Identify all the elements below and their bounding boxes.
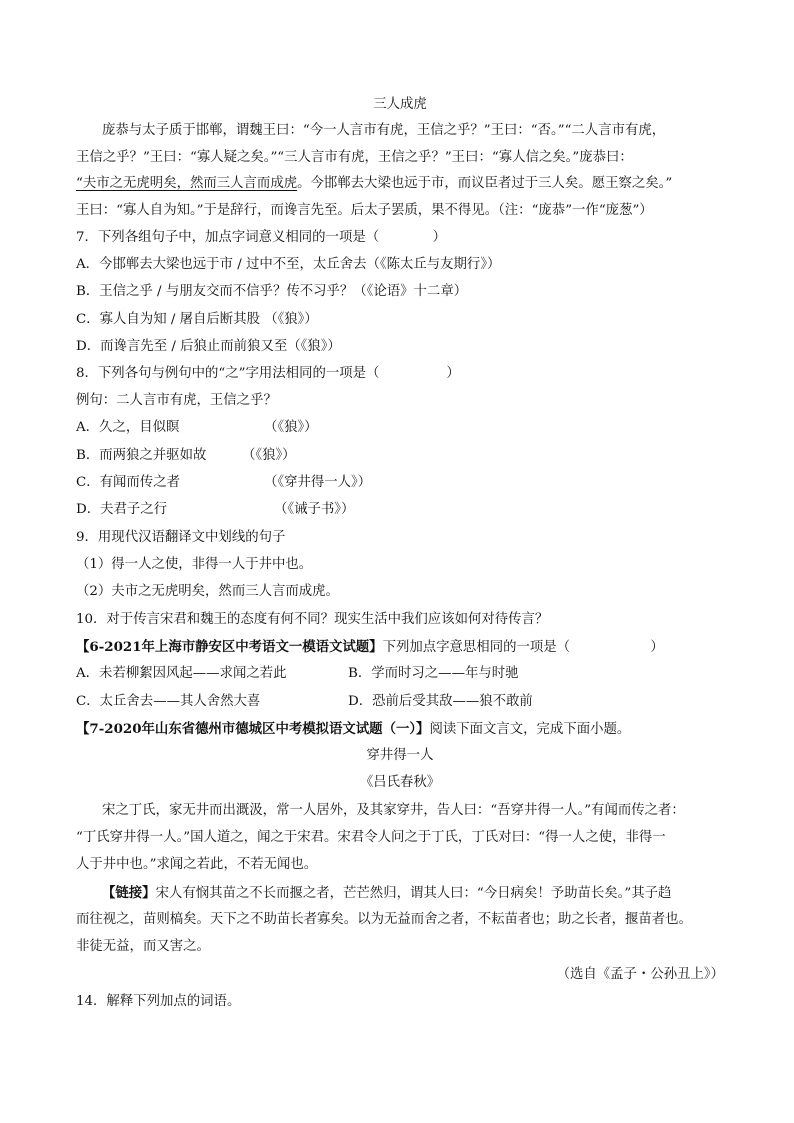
option-c: C．寡人自为知 / 屠自后断其股 （《狼》） [76, 312, 318, 327]
question-source: 【7-2020年山东省德州市德城区中考模拟语文试题（一）】 [76, 721, 430, 737]
option-text: D．夫君子之行 [76, 502, 168, 517]
question-stem: 9．用现代汉语翻译文中划线的句子 [76, 530, 286, 545]
sub-item: （2）夫市之无虎明矣，然而三人言而成虎。 [76, 584, 339, 599]
option-text: C．有闻而传之者 [76, 475, 180, 490]
example-sentence: 例句：二人言市有虎，王信之乎？ [76, 393, 277, 408]
passage-line-rest: 。今邯郸去大梁也远于市，而议臣者过于三人矣。愿王察之矣。” [297, 176, 673, 191]
question-text: 阅读下面文言文，完成下面小题。 [429, 722, 631, 737]
sub-item: （1）得一人之使，非得一人于井中也。 [76, 557, 313, 572]
question-stem: 7．下列各组句子中，加点字词意义相同的一项是（ ） [76, 230, 447, 245]
link-label: 【链接】 [102, 885, 156, 901]
question-stem: 8．下列各句与例句中的“之”字用法相同的一项是（ ） [76, 366, 460, 381]
option-c: C．太丘舍去——其人舍然大喜 [76, 694, 261, 709]
option-d: D．恐前后受其敌——狼不敢前 [348, 694, 533, 709]
option-source: （《诫子书》） [274, 502, 355, 517]
option-b: B．学而时习之——年与时驰 [348, 666, 519, 681]
passage-line: 王曰：“寡人自为知。”于是辞行，而谗言先至。后太子罢质，果不得见。（注：“庞恭”一作“庞葱”） [76, 203, 653, 218]
option-source: （《狼》） [242, 448, 296, 463]
option-a [76, 418, 724, 440]
passage-line: 王信之乎？”王曰：“寡人疑之矣。”“三人言市有虎，王信之乎？”王曰：“寡人信之矣。”庞恭曰： [76, 150, 633, 165]
question-stem [76, 637, 724, 659]
question-text: 下列加点字意思相同的一项是（ ） [382, 640, 664, 655]
passage-line: “丁氏穿井得一人。”国人道之，闻之于宋君。宋君令人问之于丁氏，丁氏对曰：“得一人之使，非得一 [76, 830, 666, 845]
link-line: 而往视之，苗则槁矣。天下之不助苗长者寡矣。以为无益而舍之者，不耘苗者也；助之长者，揠苗者也。 [76, 912, 692, 927]
option-a: A．未若柳絮因风起——求闻之若此 [76, 666, 287, 681]
link-text: 宋人有悯其苗之不长而揠之者，芒芒然归，谓其人曰：“今日病矣！予助苗长矣。”其子趋 [155, 886, 672, 901]
question-stem: 14．解释下列加点的词语。 [76, 994, 241, 1009]
option-b [76, 446, 724, 468]
option-a: A．今邯郸去大梁也远于市 / 过中不至，太丘舍去（《陈太丘与友期行》） [76, 257, 501, 272]
underlined-sentence: “夫市之无虎明矣，然而三人言而成虎 [76, 176, 298, 191]
option-row [76, 664, 724, 686]
option-b: B．王信之乎 / 与朋友交而不信乎？传不习乎？（《论语》十二章） [76, 284, 468, 299]
option-d [76, 500, 724, 522]
option-d: D．而谗言先至 / 后狼止而前狼又至（《狼》） [76, 339, 341, 354]
passage-subtitle: 《吕氏春秋》 [359, 775, 441, 790]
source-note: （选自《孟子・公孙丑上》） [556, 967, 724, 982]
passage-line: 人于井中也。”求闻之若此，不若无闻也。 [76, 857, 318, 872]
passage-line: 庞恭与太子质于邯郸，谓魏王曰：“今一人言市有虎，王信之乎？”王曰：“否。”“二人言市有虎， [102, 123, 666, 138]
passage-line [76, 174, 724, 196]
question-stem: 10．对于传言宋君和魏王的态度有何不同？现实生活中我们应该如何对待传言？ [76, 612, 549, 627]
question-source: 【6-2021年上海市静安区中考语文一模语文试题】 [76, 639, 383, 655]
link-line [102, 883, 724, 905]
option-row [76, 692, 724, 714]
option-text: A．久之，目似瞑 [76, 420, 180, 435]
passage-line: 宋之丁氏，家无井而出溉汲，常一人居外，及其家穿井，告人曰：“吾穿井得一人。”有闻而传之者： [102, 803, 685, 818]
question-stem [76, 719, 724, 741]
passage-title: 三人成虎 [373, 97, 427, 112]
option-c [76, 473, 724, 495]
passage-title: 穿井得一人 [366, 748, 434, 763]
link-line: 非徒无益，而又害之。 [76, 939, 210, 954]
option-text: B．而两狼之并驱如故 [76, 448, 207, 463]
option-source: （《狼》） [264, 420, 318, 435]
option-source: （《穿井得一人》） [264, 475, 372, 490]
